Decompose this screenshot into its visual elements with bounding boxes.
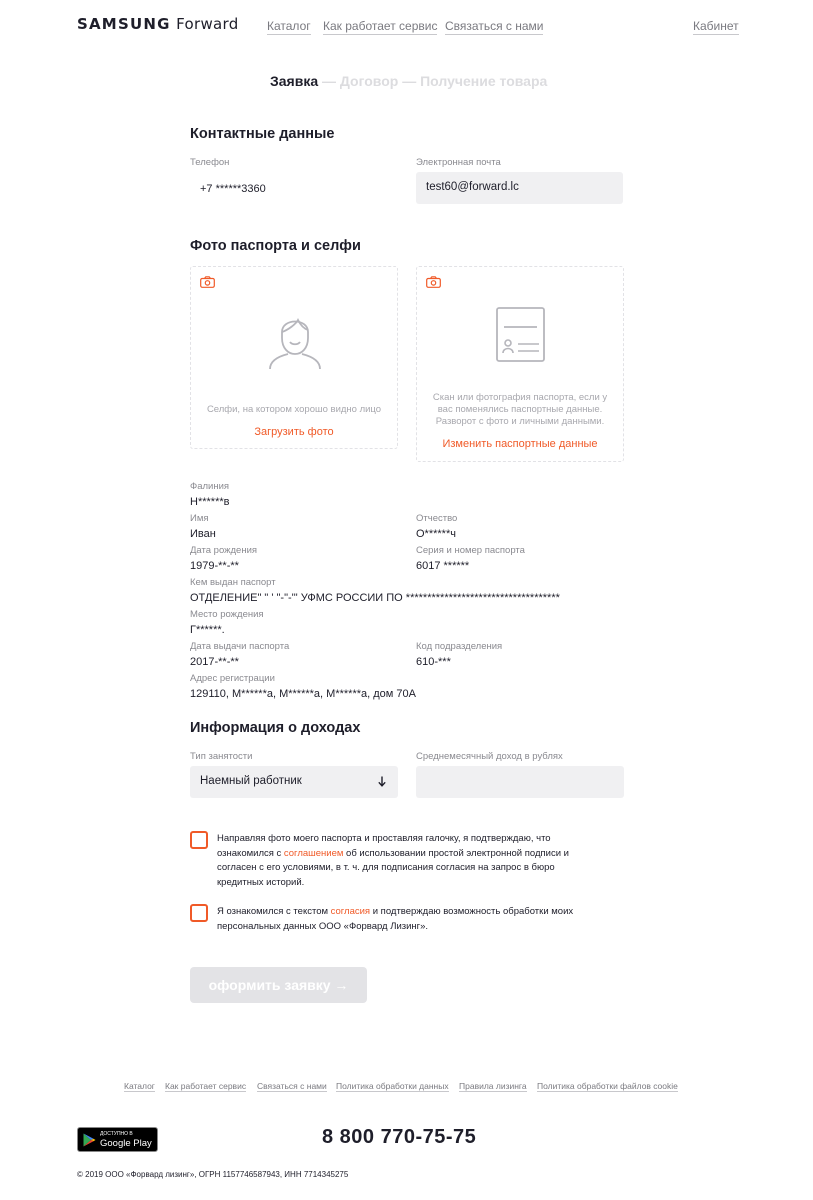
division-code-value: 610-***: [416, 656, 451, 668]
surname-value: Н******в: [190, 496, 230, 508]
personal-data-consent-text: [217, 905, 577, 934]
income-title: Информация о доходах: [190, 720, 361, 736]
phone-value: +7 ******3360: [200, 183, 266, 195]
consent2-text-after: и подтверждаю возможность обработки моих персональных данных ООО «Форвард Лизинг».: [217, 906, 574, 932]
employment-value: Наемный работник: [200, 775, 302, 787]
consent1-text-after: об использовании простой электронной подписи и согласен с его условиями, в т. ч. для подписания согласия на запрос в бюро кредитных историй.: [217, 847, 569, 888]
avg-income-label: Среднемесячный доход в рублях: [416, 751, 563, 762]
gplay-small-text: ДОСТУПНО В: [100, 1131, 133, 1137]
step-receive-goods: Получение товара: [420, 73, 548, 89]
issuer-label: Кем выдан паспорт: [190, 577, 276, 588]
selfie-hint: Селфи, на котором хорошо видно лицо: [206, 404, 382, 415]
passport-placeholder-icon: [496, 307, 546, 363]
selfie-placeholder-icon: [268, 308, 322, 370]
footer-contact-link[interactable]: Связаться с нами: [257, 1081, 327, 1091]
upload-photo-link[interactable]: Загрузить фото: [254, 426, 334, 438]
employment-select[interactable]: [190, 766, 398, 798]
submit-application-button[interactable]: оформить заявку →: [190, 967, 367, 1003]
footer-catalog-link[interactable]: Каталог: [124, 1081, 155, 1091]
issue-date-value: 2017-**-**: [190, 656, 239, 668]
employment-label: Тип занятости: [190, 751, 253, 762]
google-play-icon: [83, 1133, 96, 1147]
camera-icon: [200, 276, 215, 288]
patronymic-label: Отчество: [416, 513, 458, 524]
change-passport-data-link[interactable]: Изменить паспортные данные: [442, 438, 598, 450]
photos-title: Фото паспорта и селфи: [190, 238, 361, 254]
division-code-label: Код подразделения: [416, 641, 503, 652]
passport-series-label: Серия и номер паспорта: [416, 545, 525, 556]
cabinet-link[interactable]: Кабинет: [693, 19, 739, 33]
patronymic-value: О******ч: [416, 528, 456, 540]
personal-data-consent-checkbox[interactable]: [190, 904, 208, 922]
nav-how-it-works-link[interactable]: Как работает сервис: [323, 19, 438, 33]
agreement-link[interactable]: соглашением: [283, 847, 344, 859]
name-value: Иван: [190, 528, 216, 540]
passport-upload-box[interactable]: [416, 266, 624, 462]
step-separator: —: [402, 73, 417, 89]
selfie-upload-box[interactable]: [190, 266, 398, 449]
birthdate-value: 1979-**-**: [190, 560, 239, 572]
consent-link[interactable]: согласия: [330, 906, 371, 917]
issuer-value: ОТДЕЛЕНИЕ" " ' "-"-'" УФМС РОССИИ ПО ************************************: [190, 592, 560, 604]
passport-series-value: 6017 ******: [416, 560, 470, 572]
birthplace-value: Г******.: [190, 624, 225, 636]
passport-hint-line-3: Разворот с фото и личными данными.: [435, 416, 605, 427]
camera-icon: [426, 276, 441, 288]
surname-label: Фалиния: [190, 481, 230, 492]
step-contract: Договор: [339, 73, 399, 89]
progress-steps: [270, 73, 547, 89]
step-application: Заявка: [270, 73, 319, 89]
arrow-down-icon: [378, 776, 386, 787]
email-value: test60@forward.lc: [426, 181, 519, 193]
issue-date-label: Дата выдачи паспорта: [190, 641, 290, 652]
phone-label: Телефон: [190, 157, 230, 168]
footer-cookie-policy-link[interactable]: Политика обработки файлов cookie: [537, 1081, 678, 1091]
birthdate-label: Дата рождения: [190, 545, 258, 556]
footer-phone[interactable]: 8 800 770-75-75: [322, 1126, 477, 1148]
avg-income-input[interactable]: [416, 766, 624, 798]
logo-suffix: Forward: [176, 15, 239, 33]
footer-leasing-rules-link[interactable]: Правила лизинга: [459, 1081, 527, 1091]
google-play-badge[interactable]: [77, 1127, 158, 1152]
name-label: Имя: [190, 513, 209, 524]
footer-copyright: © 2019 ООО «Форвард лизинг», ОГРН 1157746587943, ИНН 7714345275: [77, 1170, 349, 1179]
esign-consent-text: [217, 832, 577, 890]
email-label: Электронная почта: [416, 157, 501, 168]
nav-contact-link[interactable]: Связаться с нами: [445, 19, 544, 33]
footer-how-it-works-link[interactable]: Как работает сервис: [165, 1081, 247, 1091]
contacts-title: Контактные данные: [190, 126, 335, 142]
gplay-big-text: Google Play: [100, 1138, 152, 1149]
address-value: 129110, М******а, М******а, М******а, дом 70А: [190, 688, 416, 700]
esign-consent-checkbox[interactable]: [190, 831, 208, 849]
footer-data-policy-link[interactable]: Политика обработки данных: [336, 1081, 449, 1091]
step-separator: —: [322, 73, 337, 89]
email-field[interactable]: [416, 172, 623, 204]
logo[interactable]: [77, 15, 239, 33]
address-label: Адрес регистрации: [190, 673, 275, 684]
logo-brand: SAMSUNG: [77, 15, 171, 33]
passport-hint-line-1: Скан или фотография паспорта, если у: [432, 392, 608, 403]
birthplace-label: Место рождения: [190, 609, 264, 620]
consent1-text-before: Направляя фото моего паспорта и проставляя галочку, я подтверждаю, что ознакомился с: [217, 833, 551, 859]
site-header: [0, 0, 813, 52]
consent2-text-before: Я ознакомился с текстом: [217, 906, 331, 917]
nav-catalog-link[interactable]: Каталог: [267, 19, 311, 33]
passport-hint-line-2: вас поменялись паспортные данные.: [437, 404, 603, 415]
